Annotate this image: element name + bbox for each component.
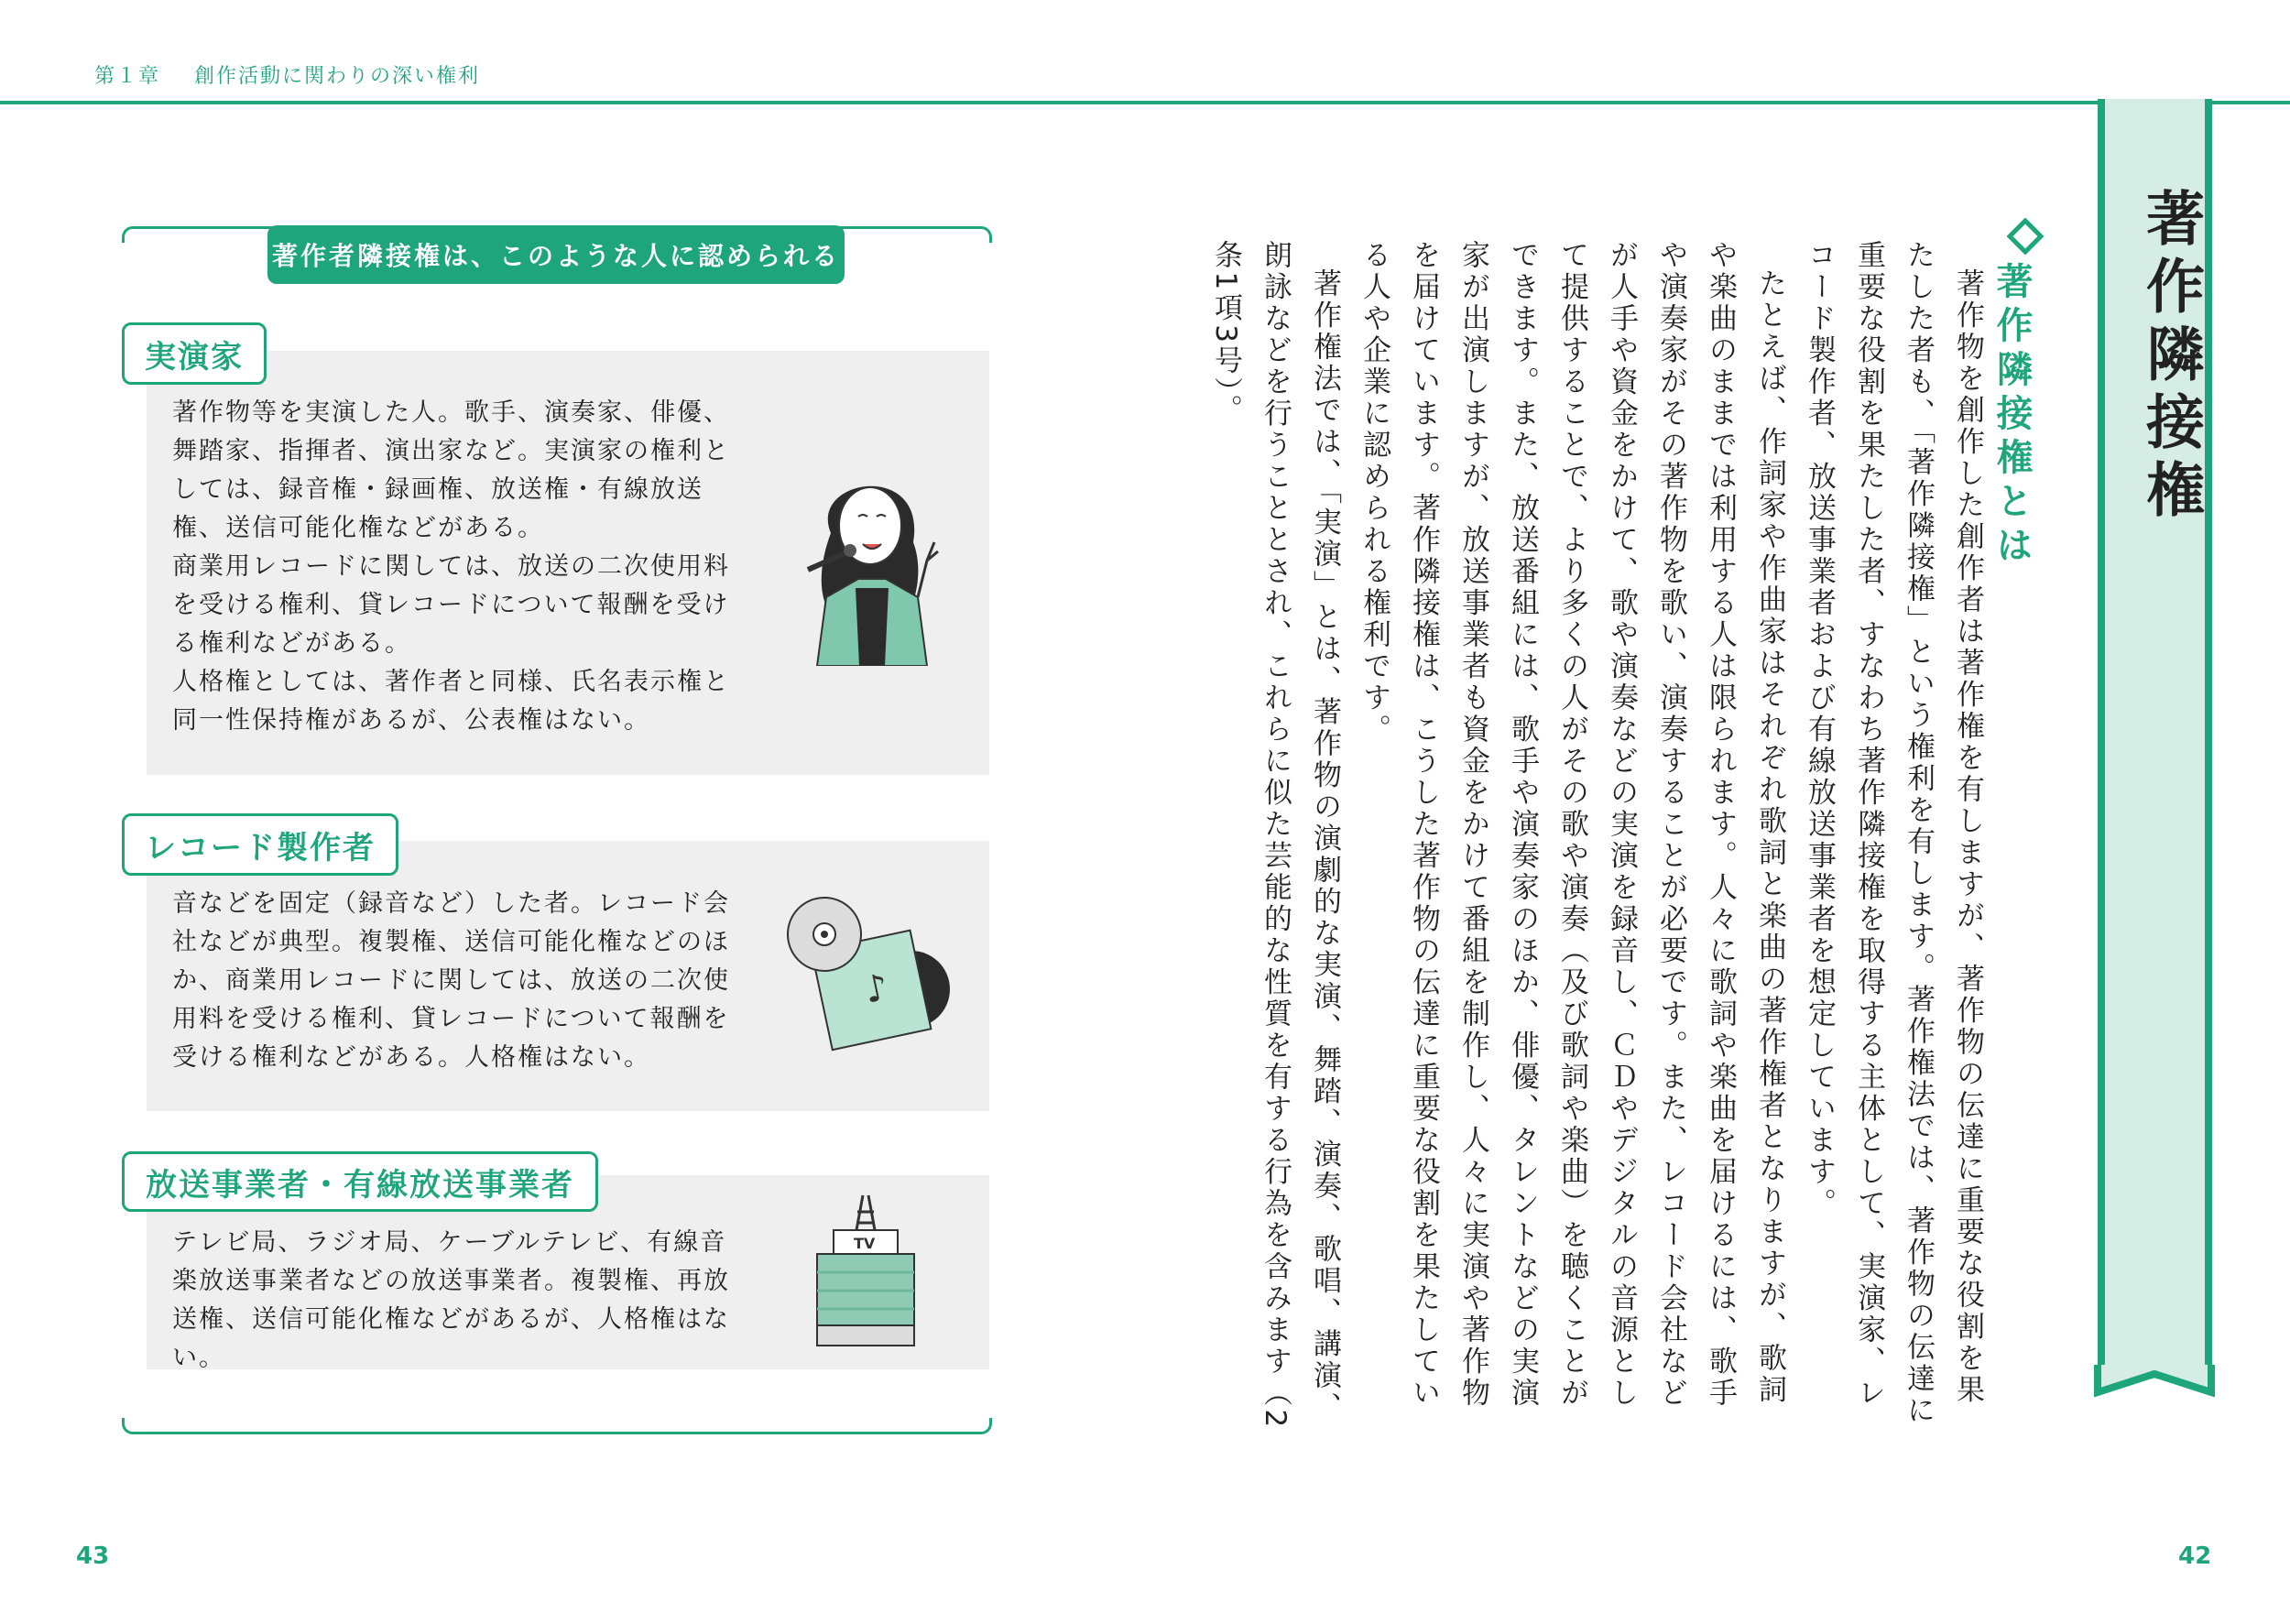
- body-paragraph: たとえば、作詞家や作曲家はそれぞれ歌詞と楽曲の著作権者となりますが、歌詞や楽曲のままでは利用する人は限られます。人々に歌詞や楽曲を届けるには、歌手や演奏家がその著作物を歌い、演奏することが必要です。また、レコード会社などが人手や資金をかけて、歌や演奏などの実演を録音し、ＣＤやデジタルの音源として提供することで、より多くの人がその歌や演奏（及び歌詞や楽曲）を聴くことができます。また、放送番組には、歌手や演奏家のほか、俳優、タレントなどの実演家が出演しますが、放送事業者も資金をかけて番組を制作し、人々に実演や著作物を届けています。著作隣接権は、こうした著作物の伝達に重要な役割を果たしている人や企業に認められる権利です。: [1358, 240, 1786, 1410]
- record-producer-tag: レコード製作者: [122, 813, 398, 876]
- header-rule: [0, 101, 2290, 104]
- box-header: 著作者隣接権は、このような人に認められる: [267, 225, 845, 284]
- page-number-right: 42: [2178, 1542, 2212, 1570]
- section-title: 著作隣接権とは: [1990, 262, 2033, 570]
- performer-paragraph: 商業用レコードに関しては、放送の二次使用料を受ける権利、貸レコードについて報酬を受ける権利などがある。: [172, 552, 730, 658]
- vertical-body-text: [1209, 240, 1992, 1431]
- music-note-icon: ♪: [860, 965, 893, 1012]
- chapter-title: 創作活動に関わりの深い権利: [194, 65, 481, 88]
- tv-tower-illustration: [806, 1193, 925, 1349]
- running-head: [94, 60, 506, 89]
- record-producer-text: [172, 885, 745, 1077]
- body-paragraph: 著作物を創作した創作者は著作権を有しますが、著作物の伝達に重要な役割を果たした者も、「著作隣接権」という権利を有します。著作権法では、著作物の伝達に重要な役割を果たした者、すなわち著作隣接権を取得する主体として、実演家、レコード製作者、放送事業者および有線放送事業者を想定しています。: [1803, 240, 1984, 1427]
- ribbon-notch: [2087, 1365, 2222, 1401]
- body-paragraph: 著作権法では、「実演」とは、著作物の演劇的な実演、舞踏、演奏、歌唱、講演、朗詠などを行うこととされ、これらに似た芸能的な性質を有する行為を含みます（2条1項3号）。: [1209, 240, 1341, 1431]
- page-number-left: 43: [76, 1542, 110, 1570]
- chapter-label: 第１章: [94, 65, 161, 88]
- performer-paragraph: 人格権としては、著作者と同様、氏名表示権と同一性保持権があるが、公表権はない。: [172, 668, 730, 735]
- performer-tag: 実演家: [122, 322, 267, 385]
- tv-sign: TV: [854, 1235, 876, 1252]
- performer-text: [172, 394, 745, 740]
- box-bottom-border: [122, 1418, 992, 1434]
- performer-paragraph: 著作物等を実演した人。歌手、演奏家、俳優、舞踏家、指揮者、演出家など。実演家の権利としては、録音権・録画権、放送権・有線放送権、送信可能化権などがある。: [172, 398, 730, 542]
- broadcaster-paragraph: テレビ局、ラジオ局、ケーブルテレビ、有線音楽放送事業者などの放送事業者。複製権、再放送権、送信可能化権などがあるが、人格権はない。: [172, 1228, 730, 1372]
- ribbon-title: 著作隣接権: [2136, 188, 2204, 527]
- diamond-icon: [2007, 218, 2044, 255]
- record-illustration: [783, 893, 953, 1058]
- record-producer-paragraph: 音などを固定（録音など）した者。レコード会社などが典型。複製権、送信可能化権などのほか、商業用レコードに関しては、放送の二次使用料を受ける権利、貸レコードについて報酬を受ける権利などがある。人格権はない。: [172, 889, 730, 1072]
- singer-illustration: [790, 460, 945, 666]
- broadcaster-text: [172, 1224, 745, 1378]
- broadcaster-tag: 放送事業者・有線放送事業者: [122, 1151, 598, 1212]
